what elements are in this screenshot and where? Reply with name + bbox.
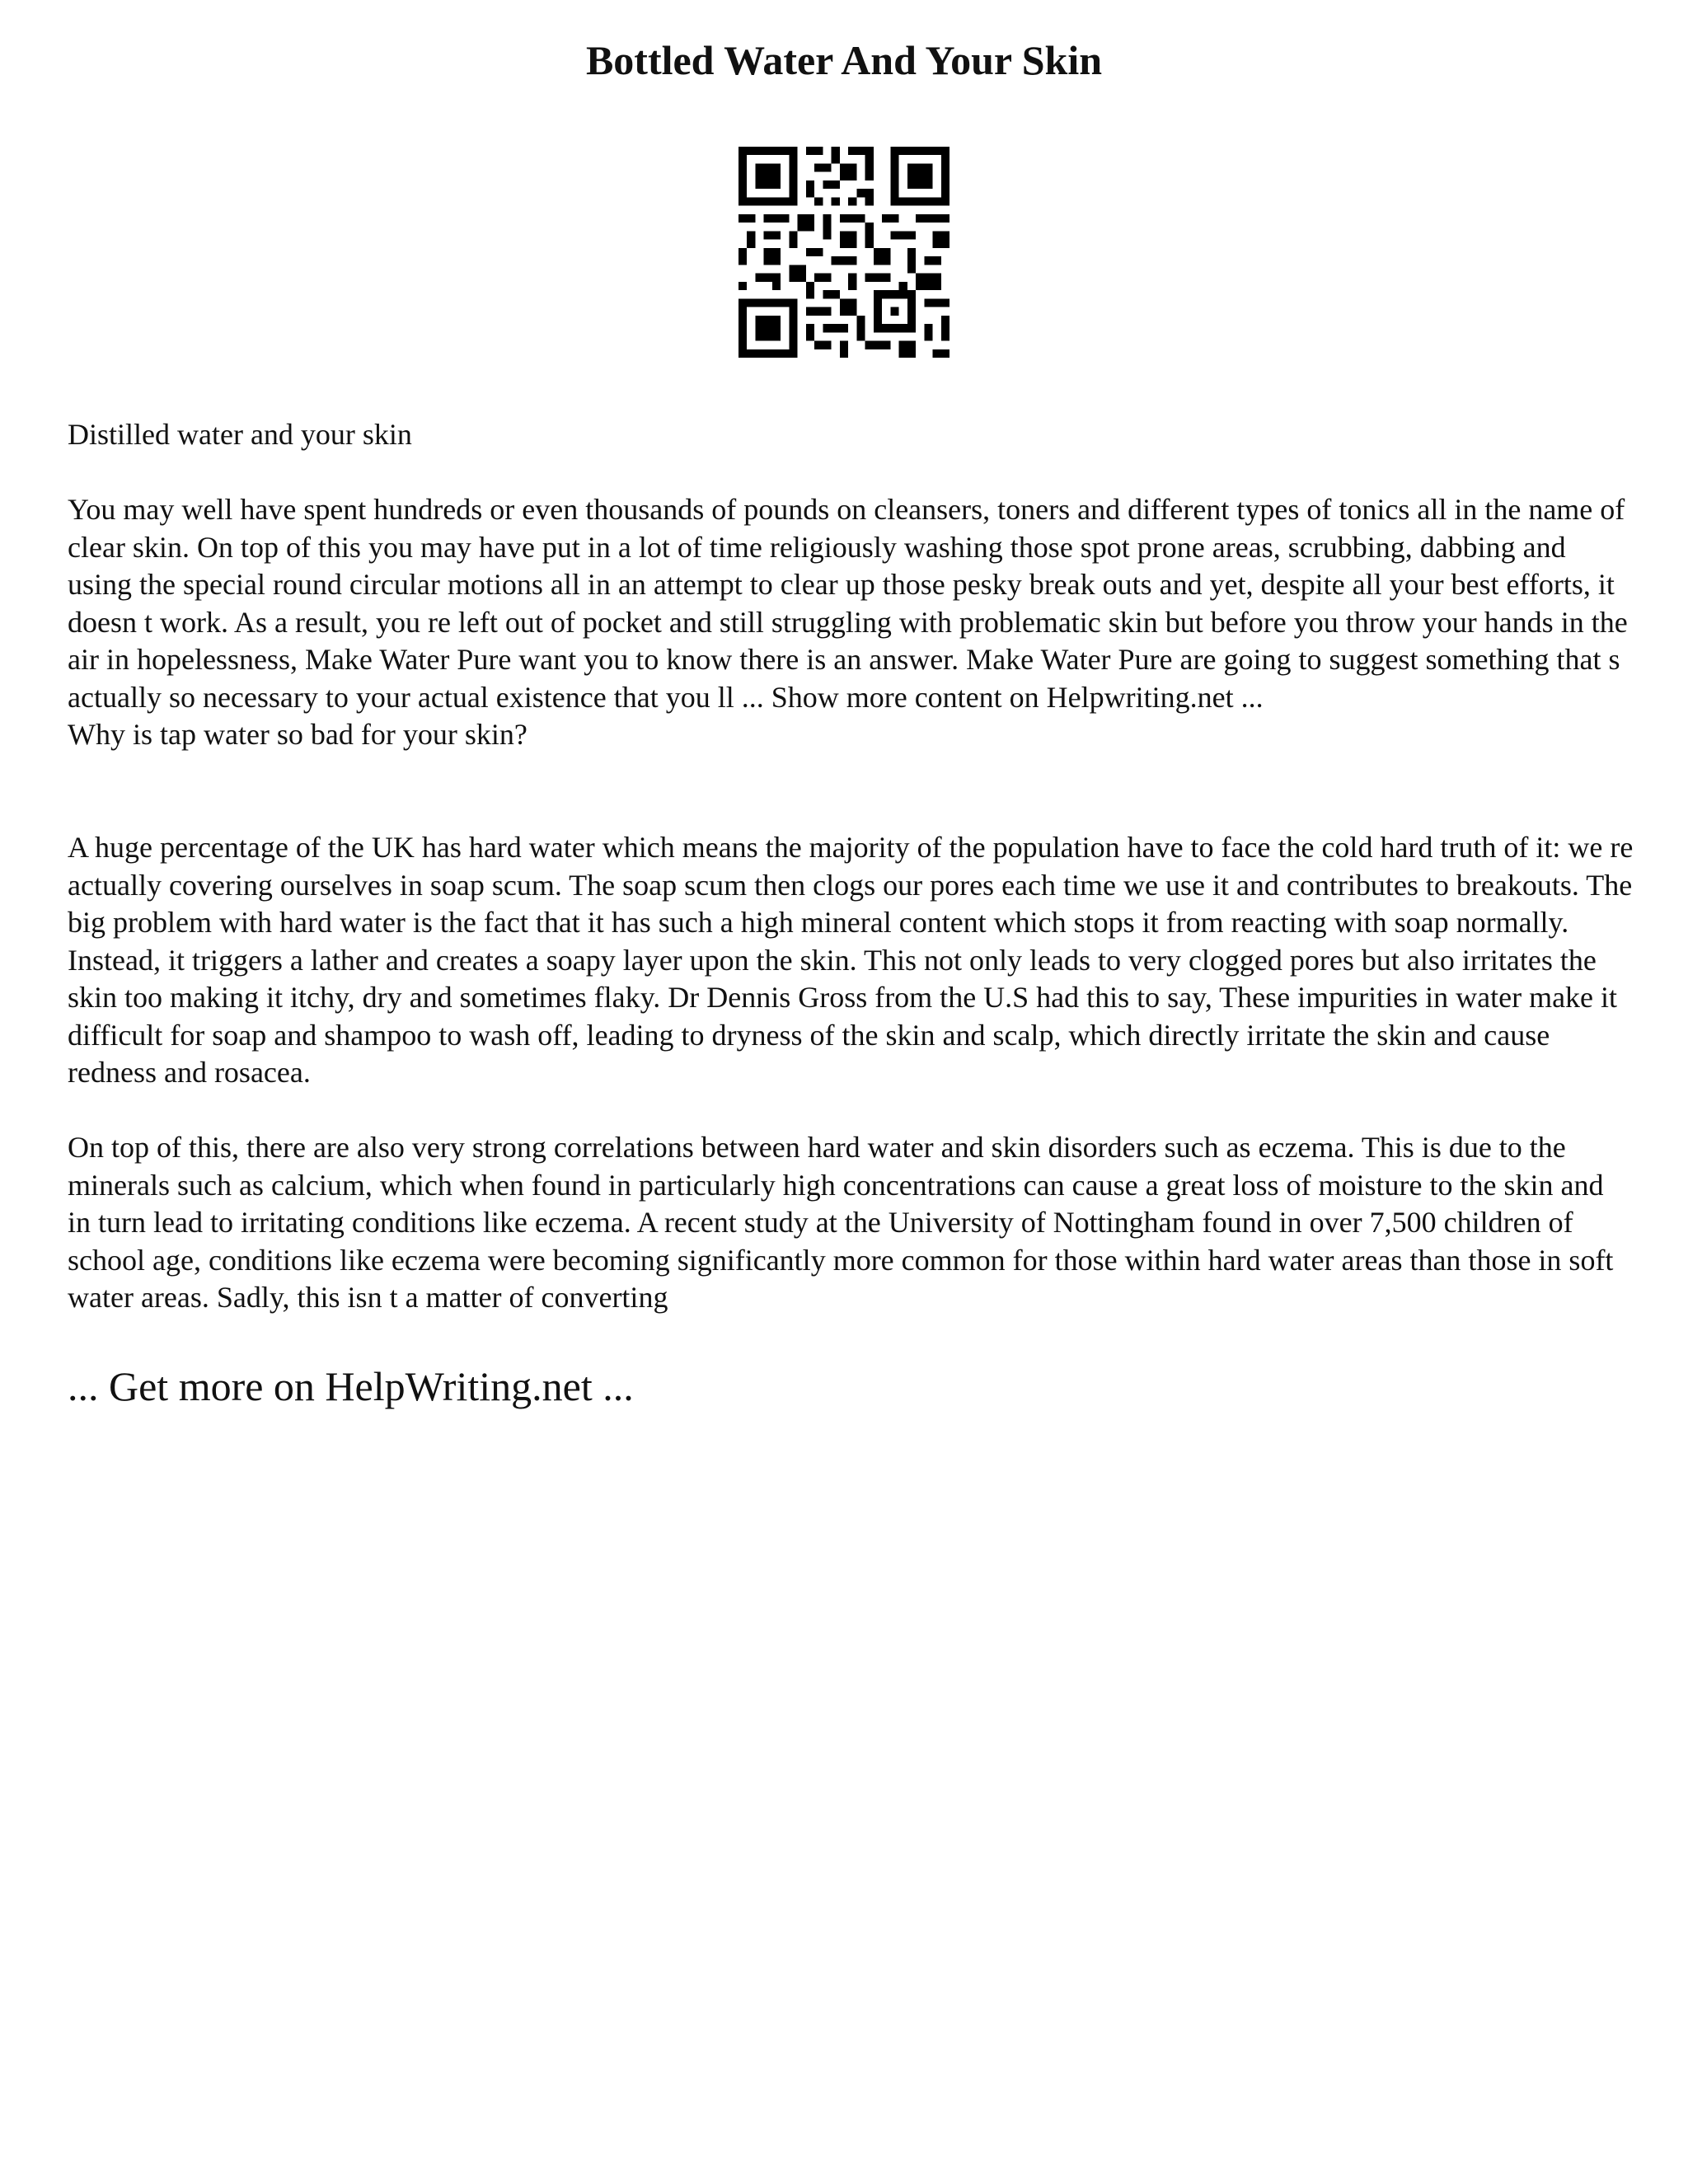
intro-heading: Distilled water and your skin xyxy=(68,418,412,451)
paragraph-2: A huge percentage of the UK has hard water which means the majority of the population have to face the cold hard truth of it: we re actually covering ourselves in soap scum. The soap scum then clogs our pores each time we use it and contributes to breakouts. The big problem with hard water is the fact that it has such a high mineral content which stops it from reacting with soap normally. Instead, it triggers a lather and creates a soapy layer upon the skin. This not only leads to very clogged pores but also irritates the skin too making it itchy, dry and sometimes flaky. Dr Dennis Gross from the U.S had this to say, These impurities in water make it difficult for soap and shampoo to wash off, leading to dryness of the skin and scalp, which directly irritate the skin and cause redness and rosacea. xyxy=(68,831,1634,1089)
get-more-link[interactable]: ... Get more on HelpWriting.net ... xyxy=(68,1363,634,1409)
paragraph-1-text: You may well have spent hundreds or even thousands of pounds on cleansers, toners and different types of tonics all in the name of clear skin. On top of this you may have put in a lot of time religiously washing those spot prone areas, scrubbing, dabbing and using the special round circular motions all in an attempt to clear up those pesky break outs and yet, despite all your best efforts, it doesn t work. As a result, you re left out of pocket and still struggling with problematic skin but before you throw your hands in the air in hopelessness, Make Water Pure want you to know there is an answer. Make Water Pure are going to suggest something that s actually so necessary to your actual existence that you ll ... Show more content on Helpwriting.net ... xyxy=(68,493,1628,714)
question-heading: Why is tap water so bad for your skin? xyxy=(68,718,528,751)
paragraph-1 xyxy=(68,491,1634,754)
paragraph-3: On top of this, there are also very strong correlations between hard water and skin disorders such as eczema. This is due to the minerals such as calcium, which when found in particularly high concentrations can cause a great loss of moisture to the skin and in turn lead to irritating conditions like eczema. A recent study at the University of Nottingham found in over 7,500 children of school age, conditions like eczema were becoming significantly more common for those within hard water areas than those in soft water areas. Sadly, this isn t a matter of converting xyxy=(68,1131,1614,1314)
page-title: Bottled Water And Your Skin xyxy=(585,37,1103,83)
qr-code-icon xyxy=(738,147,950,358)
